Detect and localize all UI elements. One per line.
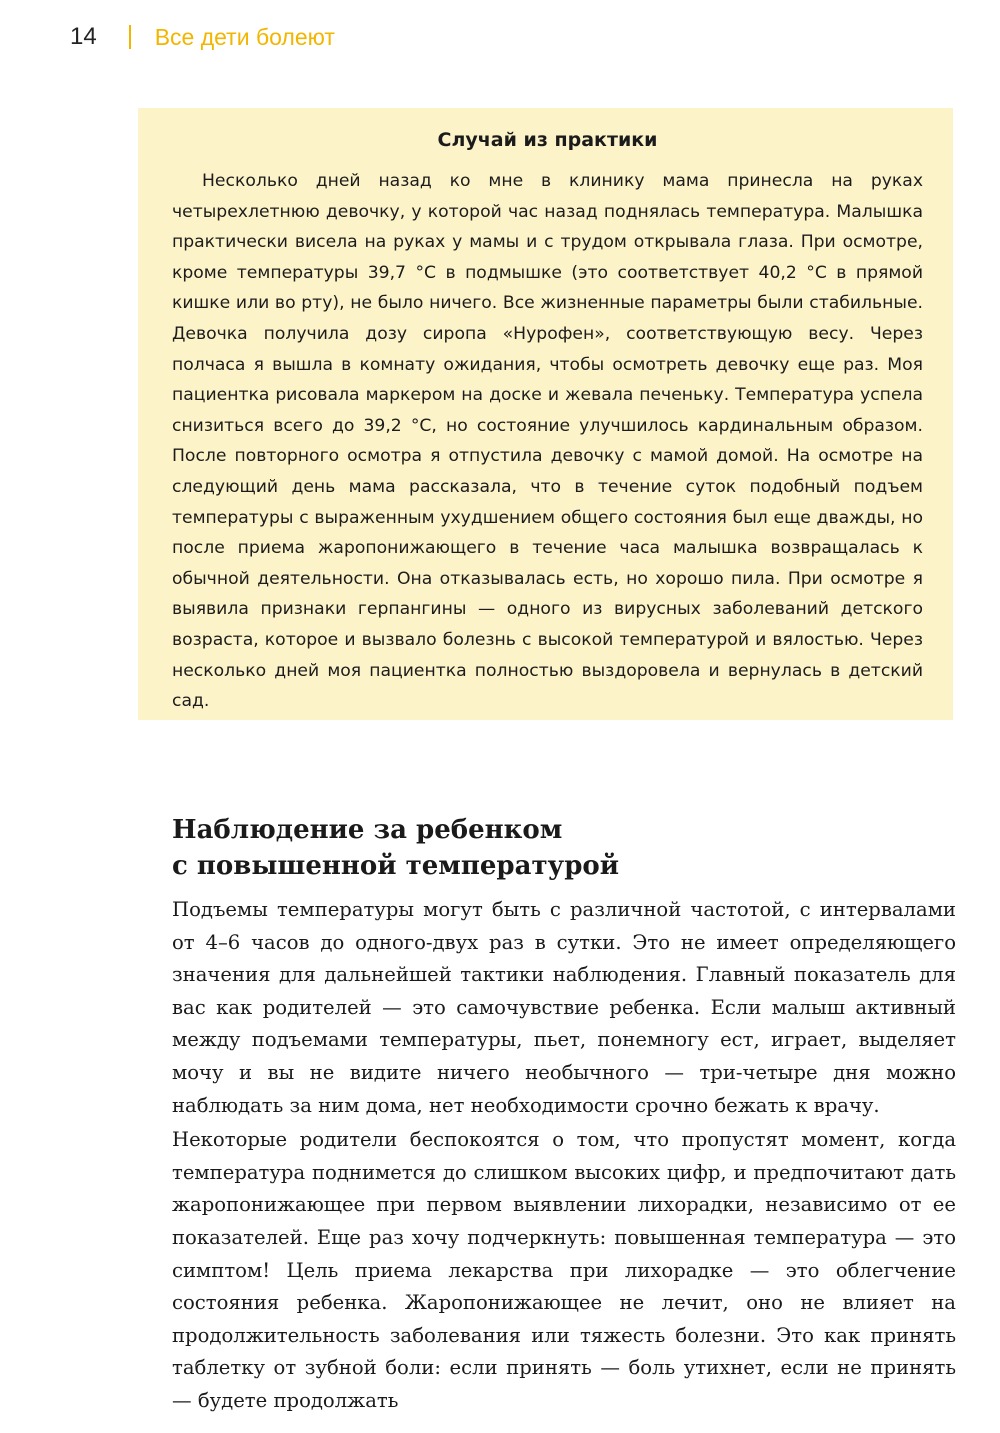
case-study-text: Несколько дней назад ко мне в клинику мама принесла на руках четырехлетнюю девочку, у которой час назад поднялась температура. Малышка практически висела на руках у мамы и с трудом открывала глаза. При осмотре, кроме температуры 39,7 °С в подмышке (это соответствует 40,2 °С в прямой кишке или во рту), не было ничего. Все жизненные параметры были стабильные. Девочка получила дозу сиропа «Нурофен», соответствующую весу. Через полчаса я вышла в комнату ожидания, чтобы осмотреть девочку еще раз. Моя пациентка рисовала маркером на доске и жевала печеньку. Температура успела снизиться всего до 39,2 °С, но состояние улучшилось кардинальным образом. После повторного осмотра я отпустила девочку с мамой домой. На осмотре на следующий день мама рассказала, что в течение суток подобный подъем температуры с выраженным ухудшением общего состояния был еще дважды, но после приема жаропонижающего в течение часа малышка возвращалась к обычной деятельности. Она отказывалась есть, но хорошо пила. При осмотре я выявила признаки герпангины — одного из вирусных заболеваний детского возраста, которое и вызвало болезнь с высокой температурой и вялостью. Через несколько дней моя пациентка полностью выздоровела и вернулась в детский сад. — [172, 171, 923, 712]
page-number: 14 — [70, 23, 97, 50]
case-study-box — [138, 108, 953, 720]
section-heading-line-2: с повышенной температурой — [172, 851, 620, 881]
body-paragraph-1: Подъемы температуры могут быть с различной частотой, с интервалами от 4–6 часов до одного-двух раз в сутки. Это не имеет определяющего значения для дальнейшей тактики наблюдения. Главный показатель для вас как родителей — это самочувствие ребенка. Если малыш активный между подъемами температуры, пьет, понемногу ест, играет, выделяет мочу и вы не видите ничего необычного — три-четыре дня можно наблюдать за ним дома, нет необходимости срочно бежать к врачу. — [172, 898, 956, 1117]
header-divider — [129, 25, 131, 49]
section — [172, 812, 956, 1418]
section-heading — [172, 812, 956, 884]
section-heading-line-1: Наблюдение за ребенком — [172, 815, 563, 845]
running-head — [70, 20, 335, 54]
book-title: Все дети болеют — [154, 23, 335, 50]
body-paragraph-2: Некоторые родители беспокоятся о том, что пропустят момент, когда температура поднимется до слишком высоких цифр, и предпочитают дать жаропонижающее при первом выявлении лихорадки, независимо от ее показателей. Еще раз хочу подчеркнуть: повышенная температура — это симптом! Цель приема лекарства при лихорадке — это облегчение состояния ребенка. Жаропонижающее не лечит, оно не влияет на продолжительность заболевания или тяжесть болезни. Это как принять таблетку от зубной боли: если принять — боль утихнет, если не принять — будете продолжать — [172, 1128, 956, 1412]
case-study-heading: Случай из практики — [437, 129, 658, 151]
